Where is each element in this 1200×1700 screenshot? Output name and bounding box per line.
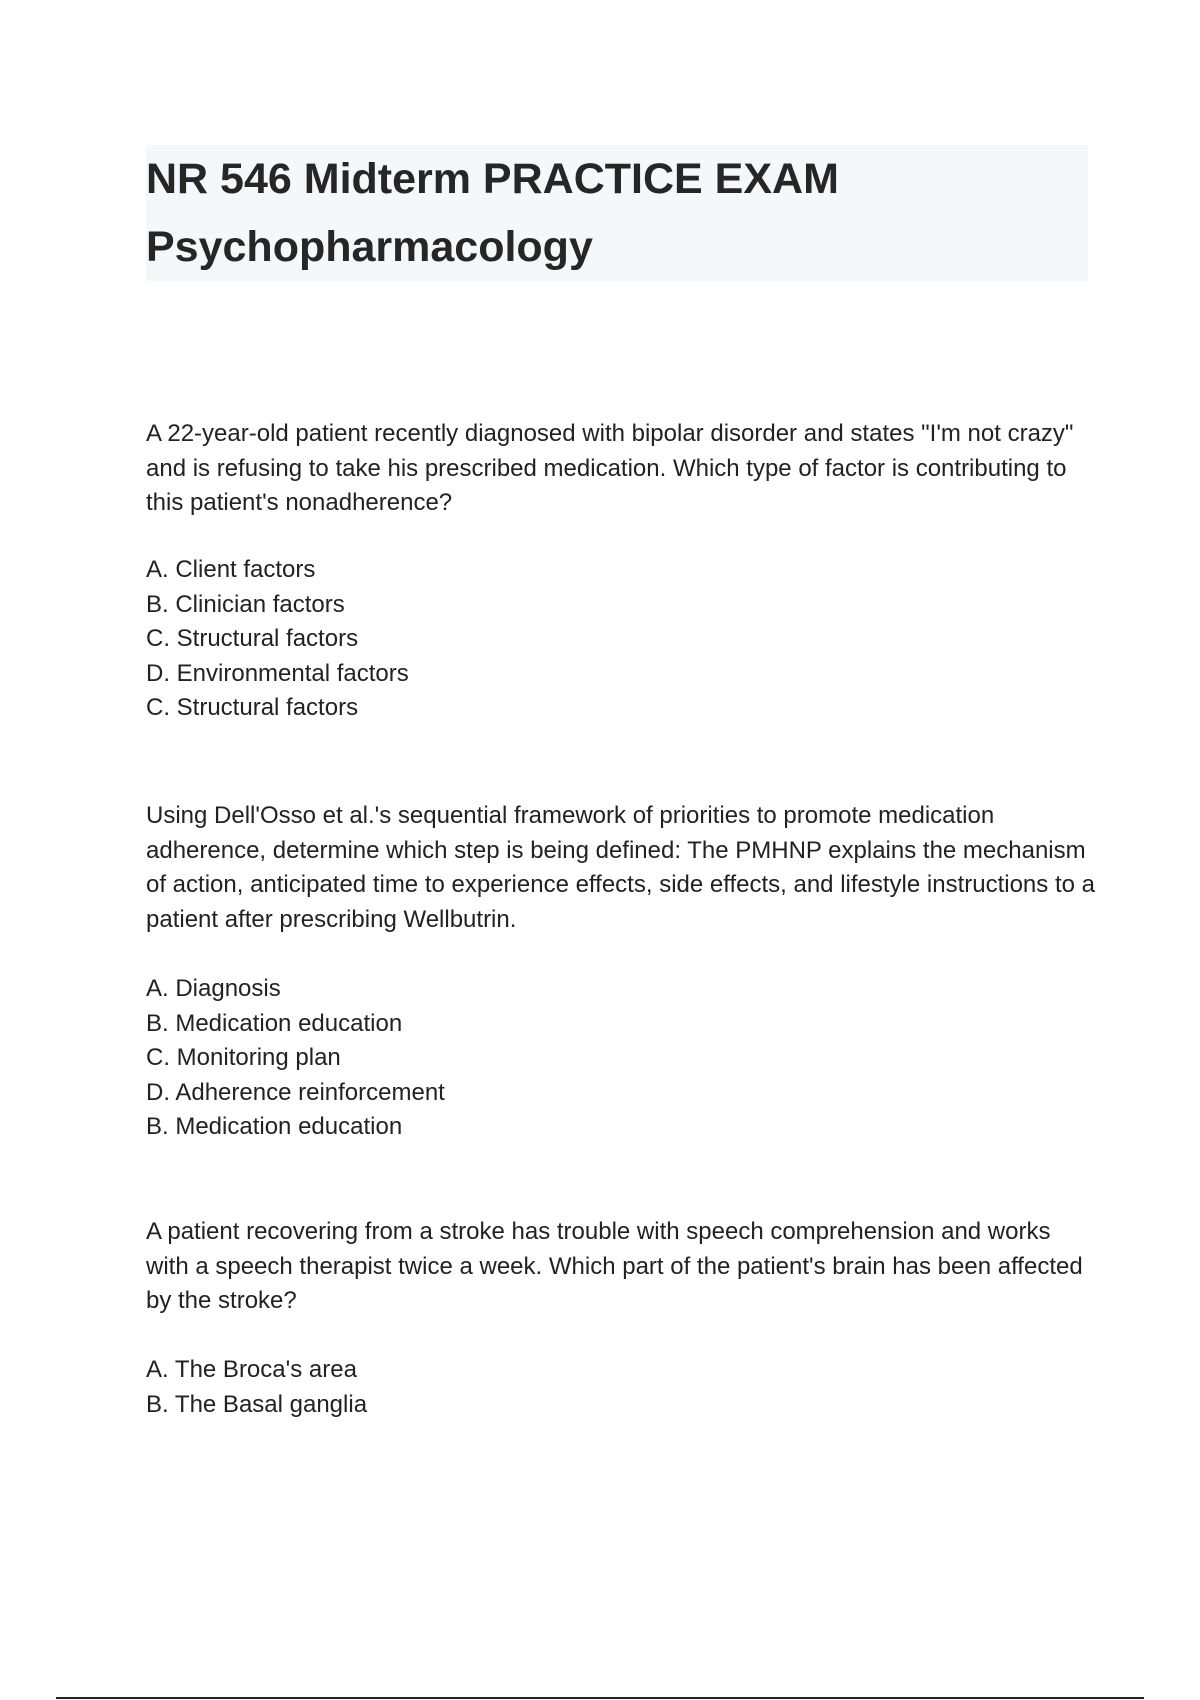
answer-option: B. Medication education	[146, 1009, 403, 1037]
document-title-block	[146, 145, 1088, 281]
question-3-text: A patient recovering from a stroke has trouble with speech comprehension and works with a speech therapist twice a week. Which part of the patient's brain has been affected by the stroke?	[146, 1218, 1083, 1314]
page-bottom-rule	[56, 1697, 1144, 1699]
question-1-text: A 22-year-old patient recently diagnosed with bipolar disorder and states "I'm not crazy" and is refusing to take his prescribed medication. Which type of factor is contributing to this patient's nonadherence?	[146, 420, 1074, 516]
document-title-line-2: Psychopharmacology	[146, 223, 593, 271]
answer-option: A. The Broca's area	[146, 1356, 357, 1383]
answer-option: B. The Basal ganglia	[146, 1390, 368, 1418]
answer-option: C. Monitoring plan	[146, 1044, 341, 1071]
answer-option: A. Diagnosis	[146, 975, 281, 1002]
answer-key: B. Medication education	[146, 1113, 403, 1140]
question-3-options	[146, 1353, 1096, 1422]
question-2-text: Using Dell'Osso et al.'s sequential framework of priorities to promote medication adherence, determine which step is being defined: The PMHNP explains the mechanism of action, anticipated time to experience effects, side effects, and lifestyle instructions to a patient after prescribing Wellbutrin.	[146, 802, 1095, 933]
document-title-line-1: NR 546 Midterm PRACTICE EXAM	[146, 155, 839, 203]
answer-option: C. Structural factors	[146, 625, 359, 652]
question-2-options	[146, 972, 1096, 1145]
answer-key: C. Structural factors	[146, 694, 359, 721]
answer-option: D. Environmental factors	[146, 659, 409, 687]
answer-option: A. Client factors	[146, 556, 316, 583]
question-1-options	[146, 553, 1096, 726]
answer-option: D. Adherence reinforcement	[146, 1078, 445, 1106]
answer-option: B. Clinician factors	[146, 590, 345, 618]
